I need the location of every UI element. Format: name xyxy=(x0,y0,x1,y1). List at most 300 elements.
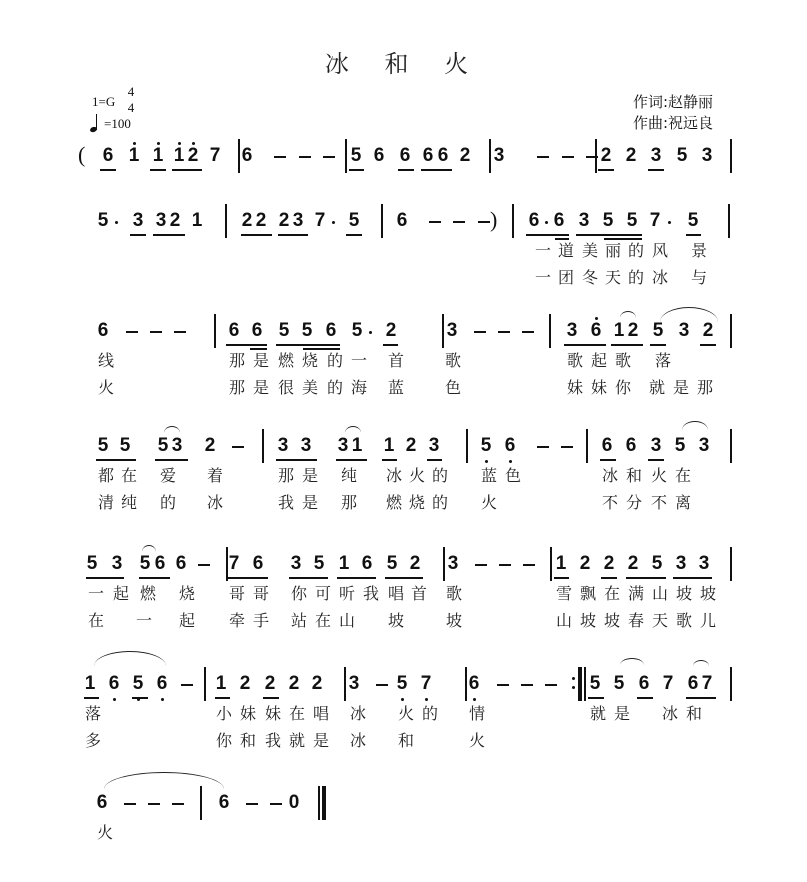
tempo-marking xyxy=(90,112,131,132)
note: 5 xyxy=(674,435,686,456)
lyric-char: 天 xyxy=(651,611,668,630)
slur-arc xyxy=(104,772,224,789)
note: 2 xyxy=(169,210,181,231)
note: 2 xyxy=(311,673,323,694)
note: 6 xyxy=(590,320,602,341)
beam-underline xyxy=(598,169,614,171)
beam-underline xyxy=(227,577,268,579)
beam-underline xyxy=(276,344,340,346)
beam-underline xyxy=(650,344,666,346)
note: 6 xyxy=(361,553,373,574)
beam-underline xyxy=(139,577,170,579)
beam-underline xyxy=(96,459,136,461)
lyric-char: 和 xyxy=(397,731,414,750)
beam-underline xyxy=(346,234,362,236)
note: 7 xyxy=(209,145,221,166)
final-thick-bar xyxy=(322,786,326,820)
augmentation-dot-icon xyxy=(369,331,372,334)
lyric-char: 起 xyxy=(112,584,129,603)
lyric-char: 冬 xyxy=(581,268,598,287)
lyric-char: 很 xyxy=(277,378,294,397)
lyric-char: 歌 xyxy=(566,351,583,370)
augmentation-dot-icon xyxy=(115,221,118,224)
lyric-char: 歌 xyxy=(614,351,631,370)
lyric-char: 坡 xyxy=(579,611,596,630)
barline xyxy=(728,204,730,238)
note: 2 xyxy=(204,435,216,456)
slur-arc xyxy=(693,660,709,666)
lyric-char: 妹 xyxy=(239,704,256,723)
note: 3 xyxy=(566,320,578,341)
barline xyxy=(730,547,732,581)
note: 0 xyxy=(288,792,300,813)
note: 5 xyxy=(119,435,131,456)
lyric-char: 燃 xyxy=(385,493,402,512)
note: 2 xyxy=(278,210,290,231)
lyric-char: 和 xyxy=(685,704,702,723)
beam-underline xyxy=(626,577,666,579)
lyric-char: 火 xyxy=(468,731,485,750)
lyric-char: 团 xyxy=(557,268,574,287)
time-signature-top: 4 xyxy=(127,84,135,99)
lyric-char: 歌 xyxy=(675,611,692,630)
note: 3 xyxy=(650,435,662,456)
augmentation-dot-icon xyxy=(332,221,335,224)
lyric-char: 道 xyxy=(557,241,574,260)
lyric-char: 烧 xyxy=(178,584,195,603)
note: 6 xyxy=(625,435,637,456)
note: 2 xyxy=(385,320,397,341)
lyric-char: 的 xyxy=(326,351,343,370)
barline xyxy=(465,667,467,701)
note: 3 xyxy=(698,435,710,456)
note: 5 xyxy=(396,673,408,694)
beam-underline xyxy=(289,577,328,579)
lyric-char: 火 xyxy=(650,466,667,485)
lyric-char: 烧 xyxy=(408,493,425,512)
lyric-char: 冰 xyxy=(661,704,678,723)
lyric-char: 多 xyxy=(84,731,101,750)
beam-underline xyxy=(637,697,653,699)
lyric-char: 坡 xyxy=(387,611,404,630)
beam-underline xyxy=(172,169,202,171)
sustain-dash xyxy=(522,331,534,333)
lyric-char: 一 xyxy=(534,241,551,260)
sustain-dash xyxy=(148,803,160,805)
lyric-char: 是 xyxy=(252,351,269,370)
sustain-dash xyxy=(478,221,490,223)
note: 5 xyxy=(157,435,169,456)
note: 6 xyxy=(156,673,168,694)
lyric-char: 歌 xyxy=(445,584,462,603)
lyric-char: 你 xyxy=(614,378,631,397)
lyric-char: 歌 xyxy=(444,351,461,370)
sustain-dash xyxy=(150,331,162,333)
repeat-dots-icon xyxy=(572,677,575,695)
time-signature-bottom: 4 xyxy=(127,100,135,115)
note: 2 xyxy=(625,145,637,166)
beam-underline xyxy=(601,577,617,579)
lyric-char: 可 xyxy=(314,584,331,603)
beam-underline xyxy=(686,234,701,236)
lyric-char: 在 xyxy=(87,611,104,630)
note: 2 xyxy=(579,553,591,574)
lyric-char: 的 xyxy=(159,493,176,512)
beam-underline xyxy=(132,697,148,699)
sustain-dash xyxy=(523,564,535,566)
note: 1 xyxy=(555,553,567,574)
note: 5 xyxy=(386,553,398,574)
note: 1 xyxy=(84,673,96,694)
lyric-char: 燃 xyxy=(139,584,156,603)
note: 6 xyxy=(601,435,613,456)
lyric-char: 的 xyxy=(431,466,448,485)
augmentation-dot-icon xyxy=(668,221,671,224)
sustain-dash xyxy=(497,684,509,686)
beam-underline xyxy=(382,459,397,461)
note: 3 xyxy=(428,435,440,456)
lyric-char: 线 xyxy=(97,351,114,370)
lyric-char: 冰 xyxy=(349,704,366,723)
lyric-char: 首 xyxy=(410,584,427,603)
lyric-char: 就 xyxy=(288,731,305,750)
note: 2 xyxy=(255,210,267,231)
beam-underline xyxy=(673,577,712,579)
sustain-dash xyxy=(124,803,136,805)
note: 2 xyxy=(264,673,276,694)
lyric-char: 纯 xyxy=(120,493,137,512)
lyric-char: 冰 xyxy=(206,493,223,512)
lyric-char: 坡 xyxy=(445,611,462,630)
note: 6 xyxy=(325,320,337,341)
sustain-dash xyxy=(561,446,573,448)
sustain-dash xyxy=(499,564,511,566)
lyric-char: 落 xyxy=(654,351,671,370)
lyric-char: 满 xyxy=(627,584,644,603)
note: 3 xyxy=(292,210,304,231)
lyric-char: 那 xyxy=(340,493,357,512)
lyric-char: 的 xyxy=(431,493,448,512)
sustain-dash xyxy=(453,221,465,223)
barline xyxy=(345,139,347,173)
sustain-dash xyxy=(198,564,210,566)
note: 2 xyxy=(600,145,612,166)
sustain-dash xyxy=(126,331,138,333)
lyric-char: 火 xyxy=(96,823,113,842)
note: 6 xyxy=(437,145,449,166)
final-thin-bar xyxy=(318,786,320,820)
lyric-char: 清 xyxy=(97,493,114,512)
lyric-char: 哥 xyxy=(228,584,245,603)
note: 6 xyxy=(504,435,516,456)
lyric-char: 与 xyxy=(690,268,707,287)
note: 3 xyxy=(578,210,590,231)
note-head-icon xyxy=(89,126,97,133)
lyric-char: 站 xyxy=(290,611,307,630)
slur-arc xyxy=(164,426,180,433)
beam-underline xyxy=(576,234,642,236)
beam-underline xyxy=(150,169,166,171)
note: 3 xyxy=(348,673,360,694)
beam-underline xyxy=(226,344,267,346)
note: 3 xyxy=(447,553,459,574)
note: 3 xyxy=(155,210,167,231)
lyric-char: 一 xyxy=(534,268,551,287)
beam-underline xyxy=(427,459,442,461)
lyric-char: 雪 xyxy=(555,584,572,603)
note: 5 xyxy=(626,210,638,231)
note: 1 xyxy=(191,210,203,231)
note: 3 xyxy=(290,553,302,574)
sustain-dash xyxy=(498,331,510,333)
barline xyxy=(226,547,228,581)
barline xyxy=(550,547,552,581)
beam-underline xyxy=(600,459,616,461)
sustain-dash xyxy=(474,331,486,333)
beam-underline xyxy=(588,697,604,699)
note: 3 xyxy=(277,435,289,456)
lyric-char: 一 xyxy=(350,351,367,370)
note: 5 xyxy=(86,553,98,574)
lyric-char: 烧 xyxy=(301,351,318,370)
note: 5 xyxy=(348,210,360,231)
beam-underline xyxy=(398,169,414,171)
barline xyxy=(204,667,206,701)
note: 3 xyxy=(300,435,312,456)
barline xyxy=(512,204,514,238)
note: 5 xyxy=(139,553,151,574)
note: 3 xyxy=(171,435,183,456)
lyric-char: 的 xyxy=(421,704,438,723)
note: 6 xyxy=(251,320,263,341)
note: 6 xyxy=(252,553,264,574)
lyric-char: 妹 xyxy=(264,704,281,723)
note: 6 xyxy=(422,145,434,166)
barline xyxy=(344,667,346,701)
lyric-char: 天 xyxy=(604,268,621,287)
lyric-char: 冰 xyxy=(651,268,668,287)
sustain-dash xyxy=(246,803,258,805)
note: 6 xyxy=(638,673,650,694)
barline xyxy=(381,204,383,238)
lyric-char: 是 xyxy=(312,731,329,750)
song-title: 冰 和 火 xyxy=(324,50,483,78)
lyric-char: 听 xyxy=(338,584,355,603)
note: 2 xyxy=(239,673,251,694)
lyric-char: 是 xyxy=(613,704,630,723)
note: 5 xyxy=(651,553,663,574)
note: 5 xyxy=(652,320,664,341)
lyric-char: 是 xyxy=(301,493,318,512)
lyric-char: 牵 xyxy=(228,611,245,630)
lyric-char: 纯 xyxy=(340,466,357,485)
note: 3 xyxy=(337,435,349,456)
sustain-dash xyxy=(429,221,441,223)
lyric-char: 首 xyxy=(387,351,404,370)
lyric-char: 山 xyxy=(555,611,572,630)
note: 3 xyxy=(446,320,458,341)
note: 5 xyxy=(676,145,688,166)
barline xyxy=(200,786,202,820)
beam-underline xyxy=(526,234,569,236)
lyric-char: 海 xyxy=(350,378,367,397)
beam-underline xyxy=(611,344,643,346)
lyric-char: 色 xyxy=(444,378,461,397)
barline xyxy=(595,139,597,173)
lyric-char: 爱 xyxy=(159,466,176,485)
note: 5 xyxy=(132,673,144,694)
note: 5 xyxy=(350,145,362,166)
barline xyxy=(238,139,240,173)
lyric-char: 哥 xyxy=(252,584,269,603)
lyric-char: 风 xyxy=(651,241,668,260)
lyric-char: 我 xyxy=(362,584,379,603)
beam-underline xyxy=(153,234,185,236)
note: 3 xyxy=(132,210,144,231)
lyric-char: 情 xyxy=(468,704,485,723)
beam-underline xyxy=(86,577,124,579)
note: 6 xyxy=(528,210,540,231)
lyric-char: 在 xyxy=(288,704,305,723)
barline xyxy=(730,139,732,173)
lyricist: 作词:赵静丽 xyxy=(633,93,714,111)
lyric-char: 那 xyxy=(696,378,713,397)
note: 6 xyxy=(154,553,166,574)
note: 3 xyxy=(678,320,690,341)
lyric-char: 起 xyxy=(178,611,195,630)
lyric-char: 在 xyxy=(314,611,331,630)
note: 3 xyxy=(675,553,687,574)
note: 2 xyxy=(459,145,471,166)
sustain-dash xyxy=(376,684,388,686)
augmentation-dot-icon xyxy=(545,221,548,224)
key-signature: 1=G xyxy=(92,94,116,109)
lyric-char: 的 xyxy=(326,378,343,397)
sustain-dash xyxy=(174,331,186,333)
octave-dot-above-icon xyxy=(157,142,160,145)
barline xyxy=(730,314,732,348)
lyric-char: 唱 xyxy=(312,704,329,723)
sustain-dash xyxy=(172,803,184,805)
note: 6 xyxy=(373,145,385,166)
note: 5 xyxy=(602,210,614,231)
lyric-char: 春 xyxy=(627,611,644,630)
note: 6 xyxy=(399,145,411,166)
beam-underline xyxy=(337,577,376,579)
note: 6 xyxy=(102,145,114,166)
paren: ) xyxy=(490,207,498,232)
slur-arc xyxy=(620,658,644,665)
note: 1 xyxy=(127,145,141,167)
barline xyxy=(214,314,216,348)
lyric-char: 在 xyxy=(674,466,691,485)
slur-arc xyxy=(682,421,708,430)
lyric-char: 坡 xyxy=(603,611,620,630)
note: 6 xyxy=(241,145,253,166)
note: 2 xyxy=(241,210,253,231)
note: 7 xyxy=(228,553,240,574)
note: 5 xyxy=(589,673,601,694)
lyric-char: 唱 xyxy=(387,584,404,603)
lyric-char: 山 xyxy=(338,611,355,630)
note: 2 xyxy=(288,673,300,694)
beam-underline xyxy=(686,697,716,699)
note: 3 xyxy=(650,145,662,166)
note: 1 xyxy=(215,673,227,694)
repeat-thin-bar xyxy=(584,667,586,701)
barline xyxy=(489,139,491,173)
note: 3 xyxy=(701,145,713,166)
barline xyxy=(730,667,732,701)
sustain-dash xyxy=(521,684,533,686)
sustain-dash xyxy=(181,684,193,686)
lyric-char: 冰 xyxy=(601,466,618,485)
lyric-char: 儿 xyxy=(699,611,716,630)
note: 6 xyxy=(96,792,108,813)
lyric-char: 你 xyxy=(290,584,307,603)
lyric-char: 离 xyxy=(674,493,691,512)
beam-underline xyxy=(84,697,99,699)
lyric-char: 手 xyxy=(252,611,269,630)
sustain-dash xyxy=(545,684,557,686)
beam-underline xyxy=(421,169,452,171)
note: 7 xyxy=(701,673,713,694)
beam-underline xyxy=(648,169,664,171)
beam-underline xyxy=(241,234,272,236)
sustain-dash xyxy=(299,156,311,158)
lyric-char: 蓝 xyxy=(480,466,497,485)
lyric-char: 我 xyxy=(264,731,281,750)
lyric-char: 一 xyxy=(135,611,152,630)
lyric-char: 在 xyxy=(603,584,620,603)
barline xyxy=(586,429,588,463)
sustain-dash xyxy=(274,156,286,158)
note: 1 xyxy=(338,553,350,574)
barline xyxy=(442,314,444,348)
octave-dot-above-icon xyxy=(595,317,598,320)
lyric-char: 分 xyxy=(625,493,642,512)
lyric-char: 坡 xyxy=(675,584,692,603)
lyric-char: 是 xyxy=(252,378,269,397)
lyric-char: 是 xyxy=(672,378,689,397)
slur-arc xyxy=(660,307,718,322)
lyric-char: 火 xyxy=(397,704,414,723)
sustain-dash xyxy=(537,446,549,448)
octave-dot-above-icon xyxy=(178,142,181,145)
lyric-char: 都 xyxy=(97,466,114,485)
note: 2 xyxy=(409,553,421,574)
sustain-dash xyxy=(323,156,335,158)
note: 2 xyxy=(702,320,714,341)
beam-underline xyxy=(385,577,423,579)
lyric-char: 色 xyxy=(504,466,521,485)
lyric-char: 丽 xyxy=(604,241,621,260)
note: 6 xyxy=(218,792,230,813)
note: 5 xyxy=(687,210,699,231)
lyric-char: 一 xyxy=(87,584,104,603)
note: 1 xyxy=(151,145,165,167)
note: 2 xyxy=(627,320,639,341)
lyric-char: 那 xyxy=(277,466,294,485)
beam-underline xyxy=(215,697,230,699)
composer: 作曲:祝远良 xyxy=(633,114,714,132)
lyric-char: 美 xyxy=(581,241,598,260)
note: 2 xyxy=(603,553,615,574)
octave-dot-above-icon xyxy=(133,142,136,145)
lyric-char: 美 xyxy=(301,378,318,397)
repeat-thick-bar xyxy=(578,667,582,701)
lyric-char: 着 xyxy=(206,466,223,485)
